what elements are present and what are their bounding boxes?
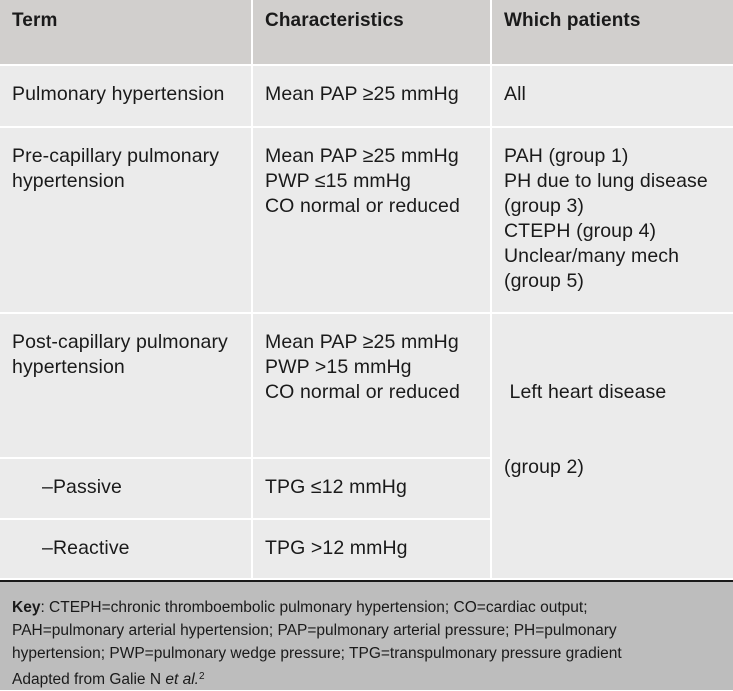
characteristics-line: TPG ≤12 mmHg	[265, 476, 407, 498]
key-text: : CTEPH=chronic thromboembolic pulmonary hypertension; CO=cardiac output;	[40, 599, 588, 616]
term-line: hypertension	[12, 170, 125, 192]
patients-line: (group 5)	[504, 270, 585, 292]
term-line: Pre-capillary pulmonary	[12, 145, 220, 167]
header-which-patients: Which patients	[492, 0, 733, 66]
adapted-from-line	[12, 665, 719, 691]
term-line: Pulmonary hypertension	[12, 83, 225, 105]
patients-cell	[492, 314, 733, 580]
term-cell	[0, 128, 253, 314]
patients-line: Unclear/many mech	[504, 245, 680, 267]
characteristics-cell	[253, 520, 492, 580]
term-cell	[0, 314, 253, 459]
key-line	[12, 596, 719, 619]
patients-line: All	[504, 83, 526, 105]
reference-number: 2	[198, 671, 205, 682]
characteristics-line: TPG >12 mmHg	[265, 537, 408, 559]
term-line: Post-capillary pulmonary	[12, 331, 228, 353]
adapted-etal: et al.	[165, 671, 199, 688]
patients-line: (group 2)	[504, 456, 585, 478]
key-footnote	[0, 580, 733, 690]
patients-cell	[492, 128, 733, 314]
characteristics-line: Mean PAP ≥25 mmHg	[265, 83, 459, 105]
term-cell	[0, 66, 253, 128]
patients-line: Left heart disease	[504, 381, 667, 403]
patients-line: PH due to lung disease	[504, 170, 708, 192]
term-line: –Passive	[42, 476, 122, 498]
term-line: –Reactive	[42, 537, 130, 559]
characteristics-line: PWP ≤15 mmHg	[265, 170, 411, 192]
header-term: Term	[0, 0, 253, 66]
term-cell-passive	[0, 459, 253, 520]
patients-line: CTEPH (group 4)	[504, 220, 657, 242]
characteristics-line: Mean PAP ≥25 mmHg	[265, 145, 459, 167]
characteristics-line: CO normal or reduced	[265, 381, 460, 403]
characteristics-cell	[253, 314, 492, 459]
characteristics-line: CO normal or reduced	[265, 195, 460, 217]
characteristics-cell	[253, 128, 492, 314]
term-line: hypertension	[12, 356, 125, 378]
patients-line: PAH (group 1)	[504, 145, 629, 167]
characteristics-cell	[253, 66, 492, 128]
characteristics-line: PWP >15 mmHg	[265, 356, 412, 378]
adapted-prefix: Adapted from Galie N	[12, 671, 166, 688]
patients-line: (group 3)	[504, 195, 585, 217]
header-characteristics: Characteristics	[253, 0, 492, 66]
patients-cell	[492, 66, 733, 128]
characteristics-line: Mean PAP ≥25 mmHg	[265, 331, 459, 353]
characteristics-cell	[253, 459, 492, 520]
key-line: hypertension; PWP=pulmonary wedge pressure; TPG=transpulmonary pressure gradient	[12, 645, 622, 662]
key-label: Key	[12, 599, 41, 616]
term-cell-reactive	[0, 520, 253, 580]
key-line: PAH=pulmonary arterial hypertension; PAP=pulmonary arterial pressure; PH=pulmonary	[12, 622, 617, 639]
